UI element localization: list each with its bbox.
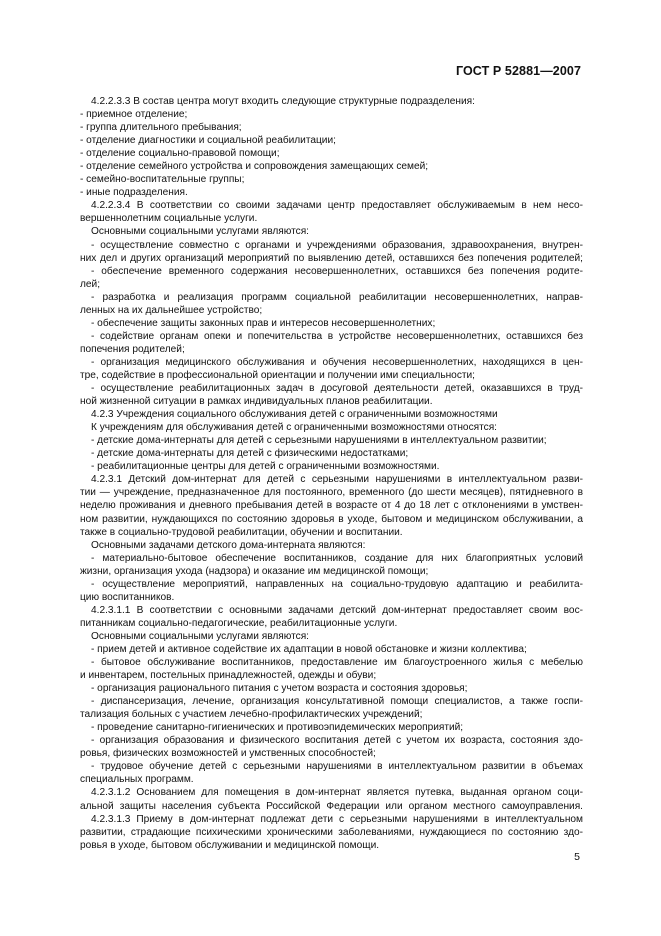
text-line: - осуществление совместно с органами и учреждениями образования, здравоохранения, внутрен-: [91, 239, 583, 251]
text-line: - трудовое обучение детей с серьезными нарушениями в интеллектуальном развитии в объемах: [91, 761, 583, 773]
text-line: цию воспитанников.: [80, 591, 175, 603]
text-line: - материально-бытовое обеспечение воспитанников, создание для них благоприятных условий: [91, 552, 583, 564]
text-line: также в социально-трудовой реабилитации, обучении и воспитании.: [80, 526, 403, 538]
text-line: - содействие органам опеки и попечительства в устройстве несовершеннолетних, оставшихся без: [91, 330, 583, 342]
text-line: - группа длительного пребывания;: [80, 122, 242, 134]
text-line: - отделение социально-правовой помощи;: [80, 148, 280, 160]
text-line: тии — учреждение, предназначенное для постоянного, временного (до шести месяцев), пятидневного в: [80, 487, 583, 499]
text-line: ном развитии, нуждающихся по состоянию здоровья в уходе, бытовом и медицинском обслуживании, а: [80, 513, 583, 525]
text-line: Основными задачами детского дома-интерната являются:: [91, 539, 366, 551]
text-line: - разработка и реализация программ социальной реабилитации несовершеннолетних, направ-: [91, 291, 583, 303]
text-line: - осуществление мероприятий, направленных на социально-трудовую адаптацию и реабилита-: [91, 578, 583, 590]
text-line: 4.2.2.3.4 В соответствии со своими задачами центр предоставляет обслуживаемым в нем несо-: [91, 200, 583, 212]
text-line: К учреждениям для обслуживания детей с ограниченными возможностями относятся:: [91, 422, 497, 434]
text-line: - детские дома-интернаты для детей с серьезными нарушениями в интеллектуальном развитии;: [91, 435, 547, 447]
text-line: - реабилитационные центры для детей с ограниченными возможностями.: [91, 461, 440, 473]
text-line: - детские дома-интернаты для детей с физическими недостатками;: [91, 448, 409, 460]
text-line: 4.2.3.1.3 Приему в дом-интернат подлежат дети с серьезными нарушениями в интеллектуальном: [91, 813, 583, 825]
text-line: тре, содействие в профессиональной ориентации и получении ими специальности;: [80, 369, 475, 381]
text-line: - организация медицинского обслуживания и обучения несовершеннолетних, находящихся в цен-: [91, 356, 583, 368]
text-line: специальных программ.: [80, 774, 194, 786]
text-line: неделю проживания и дневного пребывания детей в возрасте от 4 до 18 лет с отклонениями в умствен-: [80, 500, 583, 512]
text-line: - обеспечение защиты законных прав и интересов несовершеннолетних;: [91, 317, 436, 329]
text-line: ленных на их дальнейшее устройство;: [80, 304, 263, 316]
text-line: тализация больных с участием лечебно-профилактических учреждений;: [80, 709, 423, 721]
text-line: - организация образования и физического воспитания детей с учетом их возраста, состояния здо-: [91, 735, 583, 747]
text-line: альной защиты населения субъекта Российской Федерации или органом местного самоуправления.: [80, 800, 583, 812]
standard-header: ГОСТ Р 52881—2007: [455, 64, 581, 78]
text-line: - осуществление реабилитационных задач в досуговой деятельности детей, оказавшихся в труд-: [91, 383, 583, 395]
text-line: жизни, организация ухода (надзора) и оказание им медицинской помощи;: [80, 565, 429, 577]
text-line: 4.2.3.1.1 В соответствии с основными задачами детский дом-интернат предоставляет своим вос-: [91, 604, 583, 616]
text-line: - обеспечение временного содержания несовершеннолетних, оставшихся без попечения родите-: [91, 265, 583, 277]
text-line: - организация рационального питания с учетом возраста и состояния здоровья;: [91, 683, 468, 695]
text-line: - прием детей и активное содействие их адаптации в новой обстановке и жизни коллектива;: [91, 643, 527, 655]
text-line: - приемное отделение;: [80, 109, 188, 121]
text-line: - отделение диагностики и социальной реабилитации;: [80, 135, 336, 147]
text-line: - иные подразделения.: [80, 187, 188, 199]
text-line: Основными социальными услугами являются:: [91, 630, 309, 642]
text-line: ровья, физических возможностей и умственных способностей;: [80, 748, 376, 760]
text-line: развитии, страдающие психическими хроническими заболеваниями, нуждающиеся по состоянию здо-: [80, 826, 583, 838]
text-line: - диспансеризация, лечение, организация консультативной помощи специалистов, а также госпи-: [91, 696, 583, 708]
text-line: вершеннолетним социальные услуги.: [80, 213, 258, 225]
text-line: и инвентарем, постельных принадлежностей, одежды и обуви;: [80, 670, 377, 682]
text-line: попечения родителей;: [80, 343, 185, 355]
text-line: 4.2.3 Учреждения социального обслуживания детей с ограниченными возможностями: [91, 409, 498, 421]
text-line: - бытовое обслуживание воспитанников, предоставление им благоустроенного жилья с мебелью: [91, 657, 583, 669]
text-line: - отделение семейного устройства и сопровождения замещающих семей;: [80, 161, 429, 173]
text-line: 4.2.3.1 Детский дом-интернат для детей с серьезными нарушениями в интеллектуальном разви-: [91, 474, 583, 486]
text-line: 4.2.2.3.3 В состав центра могут входить следующие структурные подразделения:: [91, 96, 475, 107]
page-number: 5: [574, 851, 580, 863]
text-line: питанникам социально-педагогические, реабилитационные услуги.: [80, 617, 398, 629]
text-line: - проведение санитарно-гигиенических и противоэпидемических мероприятий;: [91, 722, 464, 734]
text-line: - семейно-воспитательные группы;: [80, 174, 245, 186]
text-line: них дел и других организаций мероприятий по выявлению детей, оставшихся без попечения родителей;: [80, 252, 583, 264]
document-body: [80, 95, 583, 852]
text-line: Основными социальными услугами являются:: [91, 226, 309, 238]
text-line: 4.2.3.1.2 Основанием для помещения в дом-интернат является путевка, выданная органом соци-: [91, 787, 583, 799]
text-line: лей;: [80, 278, 101, 290]
text-line: ровья в уходе, бытовом обслуживании и медицинской помощи.: [80, 839, 380, 851]
text-line: ной жизненной ситуации в рамках индивидуальных планов реабилитации.: [80, 396, 433, 408]
